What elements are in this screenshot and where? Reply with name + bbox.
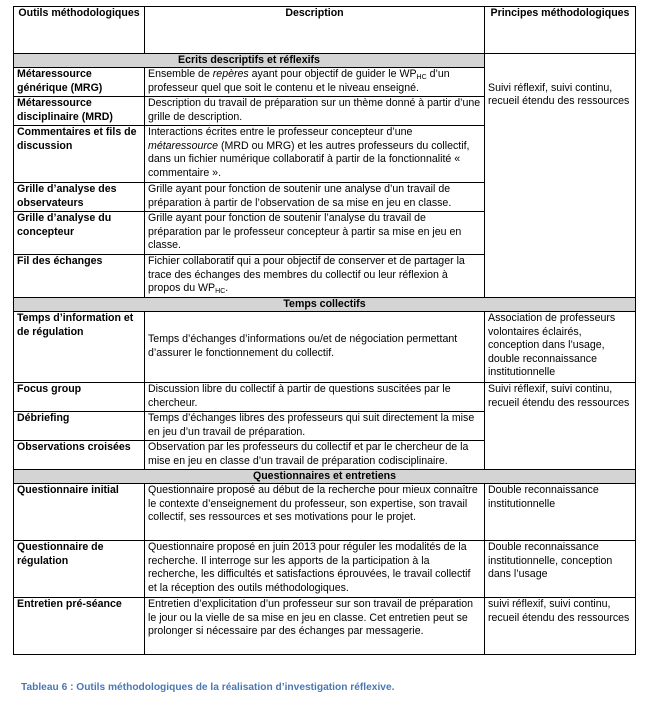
principle-cell: Double reconnaissance institutionnelle <box>485 484 636 541</box>
principle-cell: Double reconnaissance institutionnelle, conception dans l’usage <box>485 541 636 598</box>
tool-name: Métaressource disciplinaire (MRD) <box>14 97 145 126</box>
section-title: Ecrits descriptifs et réflexifs <box>14 54 485 68</box>
table-row <box>14 312 636 383</box>
tool-description: Discussion libre du collectif à partir de questions suscitées par le chercheur. <box>145 383 485 412</box>
tool-description: Interactions écrites entre le professeur concepteur d’une métaressource (MRD ou MRG) et les autres professeurs du collectif, dans un fichier numérique collaboratif à partir de la fonctionnalité « commentaire ». <box>145 126 485 183</box>
section-blank-cell <box>485 54 636 68</box>
principle-cell: Association de professeurs volontaires éclairés, conception dans l’usage, double reconnaissance institutionnelle <box>485 312 636 383</box>
tool-name: Temps d’information et de régulation <box>14 312 145 383</box>
tool-description: Temps d’échanges d’informations ou/et de négociation permettant d’assurer le fonctionnement du collectif. <box>145 312 485 383</box>
tool-name: Questionnaire initial <box>14 484 145 541</box>
table-header-row <box>14 7 636 54</box>
table-caption: Tableau 6 : Outils méthodologiques de la réalisation d’investigation réflexive. <box>21 682 395 693</box>
tool-description: Grille ayant pour fonction de soutenir l’analyse du travail de préparation par le professeur concepteur à partir sa mise en jeu en classe. <box>145 212 485 255</box>
table-row <box>14 541 636 598</box>
tool-description: Questionnaire proposé au début de la recherche pour mieux connaître le contexte d’enseignement du professeur, son expertise, son travail collectif, ses ressources et ses motivations pour le projet. <box>145 484 485 541</box>
tool-name: Observations croisées <box>14 441 145 470</box>
tool-name: Commentaires et fils de discussion <box>14 126 145 183</box>
header-tools: Outils méthodologiques <box>14 7 145 54</box>
section-title: Questionnaires et entretiens <box>14 470 636 484</box>
tool-description: Fichier collaboratif qui a pour objectif de conserver et de partager la trace des échanges des membres du collectif ou leur réflexion à propos du $WP_{HC}$. <box>145 255 485 298</box>
tool-description: Temps d’échanges libres des professeurs qui suit directement la mise en jeu d’un travail de préparation. <box>145 412 485 441</box>
tool-name: Fil des échanges <box>14 255 145 298</box>
tool-name: Métaressource générique (MRG) <box>14 68 145 97</box>
header-description: Description <box>145 7 485 54</box>
tool-description: Observation par les professeurs du collectif et par le chercheur de la mise en jeu en classe d’un travail de préparation codisciplinaire. <box>145 441 485 470</box>
section-row-questionnaires <box>14 470 636 484</box>
tool-description: Questionnaire proposé en juin 2013 pour réguler les modalités de la recherche. Il interroge sur les apports de la participation à la recherche, les difficultés et satisfactions éprouvées, le travail collectif et la réception des outils méthodologiques. <box>145 541 485 598</box>
tool-description: Grille ayant pour fonction de soutenir une analyse d’un travail de préparation à partir de l’observation de sa mise en jeu en classe. <box>145 183 485 212</box>
tool-description: Ensemble de repères ayant pour objectif de guider le $WP_{HC}$ d’un professeur quel que soit le contenu et le niveau enseigné. <box>145 68 485 97</box>
tool-description: Description du travail de préparation sur un thème donné à partir d’une grille de description. <box>145 97 485 126</box>
header-principles: Principes méthodologiques <box>485 7 636 54</box>
section-row-ecrits <box>14 54 636 68</box>
tool-name: Focus group <box>14 383 145 412</box>
tool-name: Entretien pré-séance <box>14 598 145 655</box>
tool-name: Grille d’analyse des observateurs <box>14 183 145 212</box>
table-row <box>14 484 636 541</box>
principle-cell: Suivi réflexif, suivi continu, recueil étendu des ressources <box>485 383 636 470</box>
principle-cell: suivi réflexif, suivi continu, recueil étendu des ressources <box>485 598 636 655</box>
principle-cell: Suivi réflexif, suivi continu, recueil étendu des ressources <box>485 68 636 298</box>
section-title: Temps collectifs <box>14 298 636 312</box>
table-row <box>14 598 636 655</box>
tool-name: Questionnaire de régulation <box>14 541 145 598</box>
table-row <box>14 68 636 97</box>
tool-name: Grille d’analyse du concepteur <box>14 212 145 255</box>
section-row-temps-collectifs <box>14 298 636 312</box>
tool-description: Entretien d’explicitation d’un professeur sur son travail de préparation le jour ou la vielle de sa mise en jeu en classe. Cet entretien peut se prolonger si nécessaire par des échanges par messagerie. <box>145 598 485 655</box>
table-row <box>14 383 636 412</box>
methodological-tools-table <box>13 6 636 655</box>
tool-name: Débriefing <box>14 412 145 441</box>
